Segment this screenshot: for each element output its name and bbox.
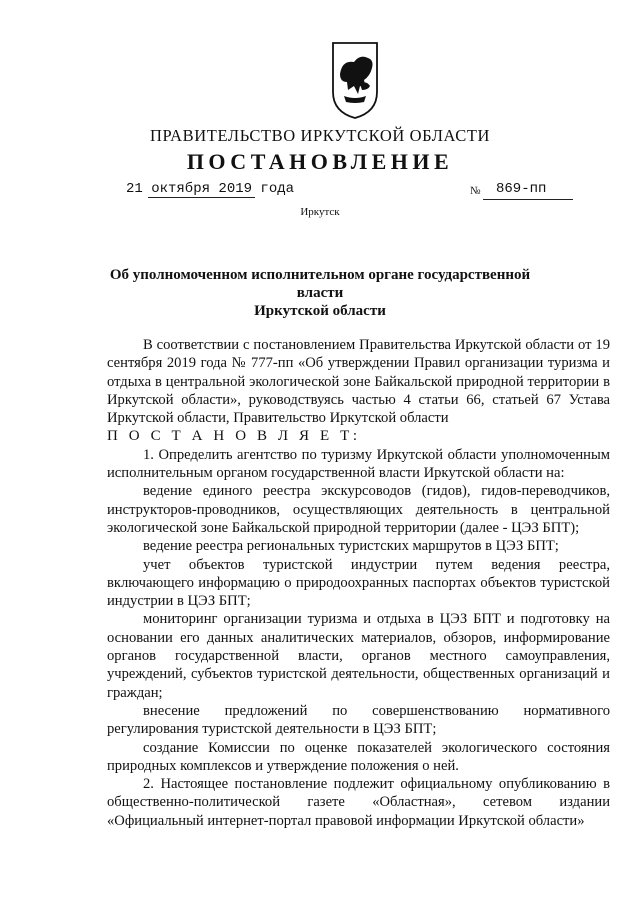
paragraph-1-item-d: мониторинг организации туризма и отдыха в ЦЭЗ БПТ и подготовку на основании его данных аналитических материалов, обзоров, информирование органов государственной власти, органов местного самоуправления, учреждений, субъектов туристской деятельности, общественных организаций и граждан;: [107, 611, 610, 701]
title-line-1: Об уполномоченном исполнительном органе государственной власти: [109, 267, 531, 301]
paragraph-1-item-a: ведение единого реестра экскурсоводов (гидов), гидов-переводчиков, инструкторов-проводников, осуществляющих деятельность в центральной экологической зоне Байкальской природной территории (далее - ЦЭЗ БПТ);: [107, 483, 610, 536]
paragraph-1-item-b: ведение реестра региональных туристских маршрутов в ЦЭЗ БПТ;: [143, 538, 559, 555]
preamble-paragraph: В соответствии с постановлением Правительства Иркутской области от 19 сентября 2019 года № 777-пп «Об утверждении Правил организации туризма и отдыха в центральной экологической зоне Байкальской природной территории в Иркутской области», руководствуясь частью 4 статьи 66, статьей 67 Устава Иркутской области, Правительство Иркутской области: [107, 337, 610, 427]
date-underline: [148, 197, 255, 198]
number-underline: [483, 199, 573, 200]
paragraph-1: 1. Определить агентство по туризму Иркутской области уполномоченным исполнительным органом государственной власти Иркутской области на:: [107, 446, 610, 482]
paragraph-2: 2. Настоящее постановление подлежит официальному опубликованию в общественно-политической газете «Областная», сетевом издании «Официальный интернет-портал правовой информации Иркутской области»: [107, 776, 610, 829]
title-line-2: Иркутской области: [254, 303, 386, 319]
document-type: ПОСТАНОВЛЕНИЕ: [186, 149, 454, 174]
city-name: Иркутск: [300, 206, 340, 218]
document-title: [100, 266, 540, 320]
paragraph-1-item-f: создание Комиссии по оценке показателей экологического состояния природных комплексов и утверждение положения о ней.: [107, 739, 610, 774]
document-number: 869-пп: [496, 181, 547, 197]
number-sign: №: [470, 185, 481, 197]
irkutsk-coat-of-arms-icon: [330, 40, 380, 120]
resolve-heading: П О С Т А Н О В Л Я Е Т:: [107, 428, 361, 445]
government-name: ПРАВИТЕЛЬСТВО ИРКУТСКОЙ ОБЛАСТИ: [149, 126, 491, 145]
document-body: [107, 336, 610, 830]
document-date: 21 октября 2019 года: [126, 181, 295, 197]
paragraph-1-item-c: учет объектов туристской индустрии путем ведения реестра, включающего информацию о природоохранных паспортах объектов туристской индустрии в ЦЭЗ БПТ;: [107, 556, 610, 610]
paragraph-1-item-e: внесение предложений по совершенствованию нормативного регулирования туристской деятельности в ЦЭЗ БПТ;: [107, 702, 610, 738]
